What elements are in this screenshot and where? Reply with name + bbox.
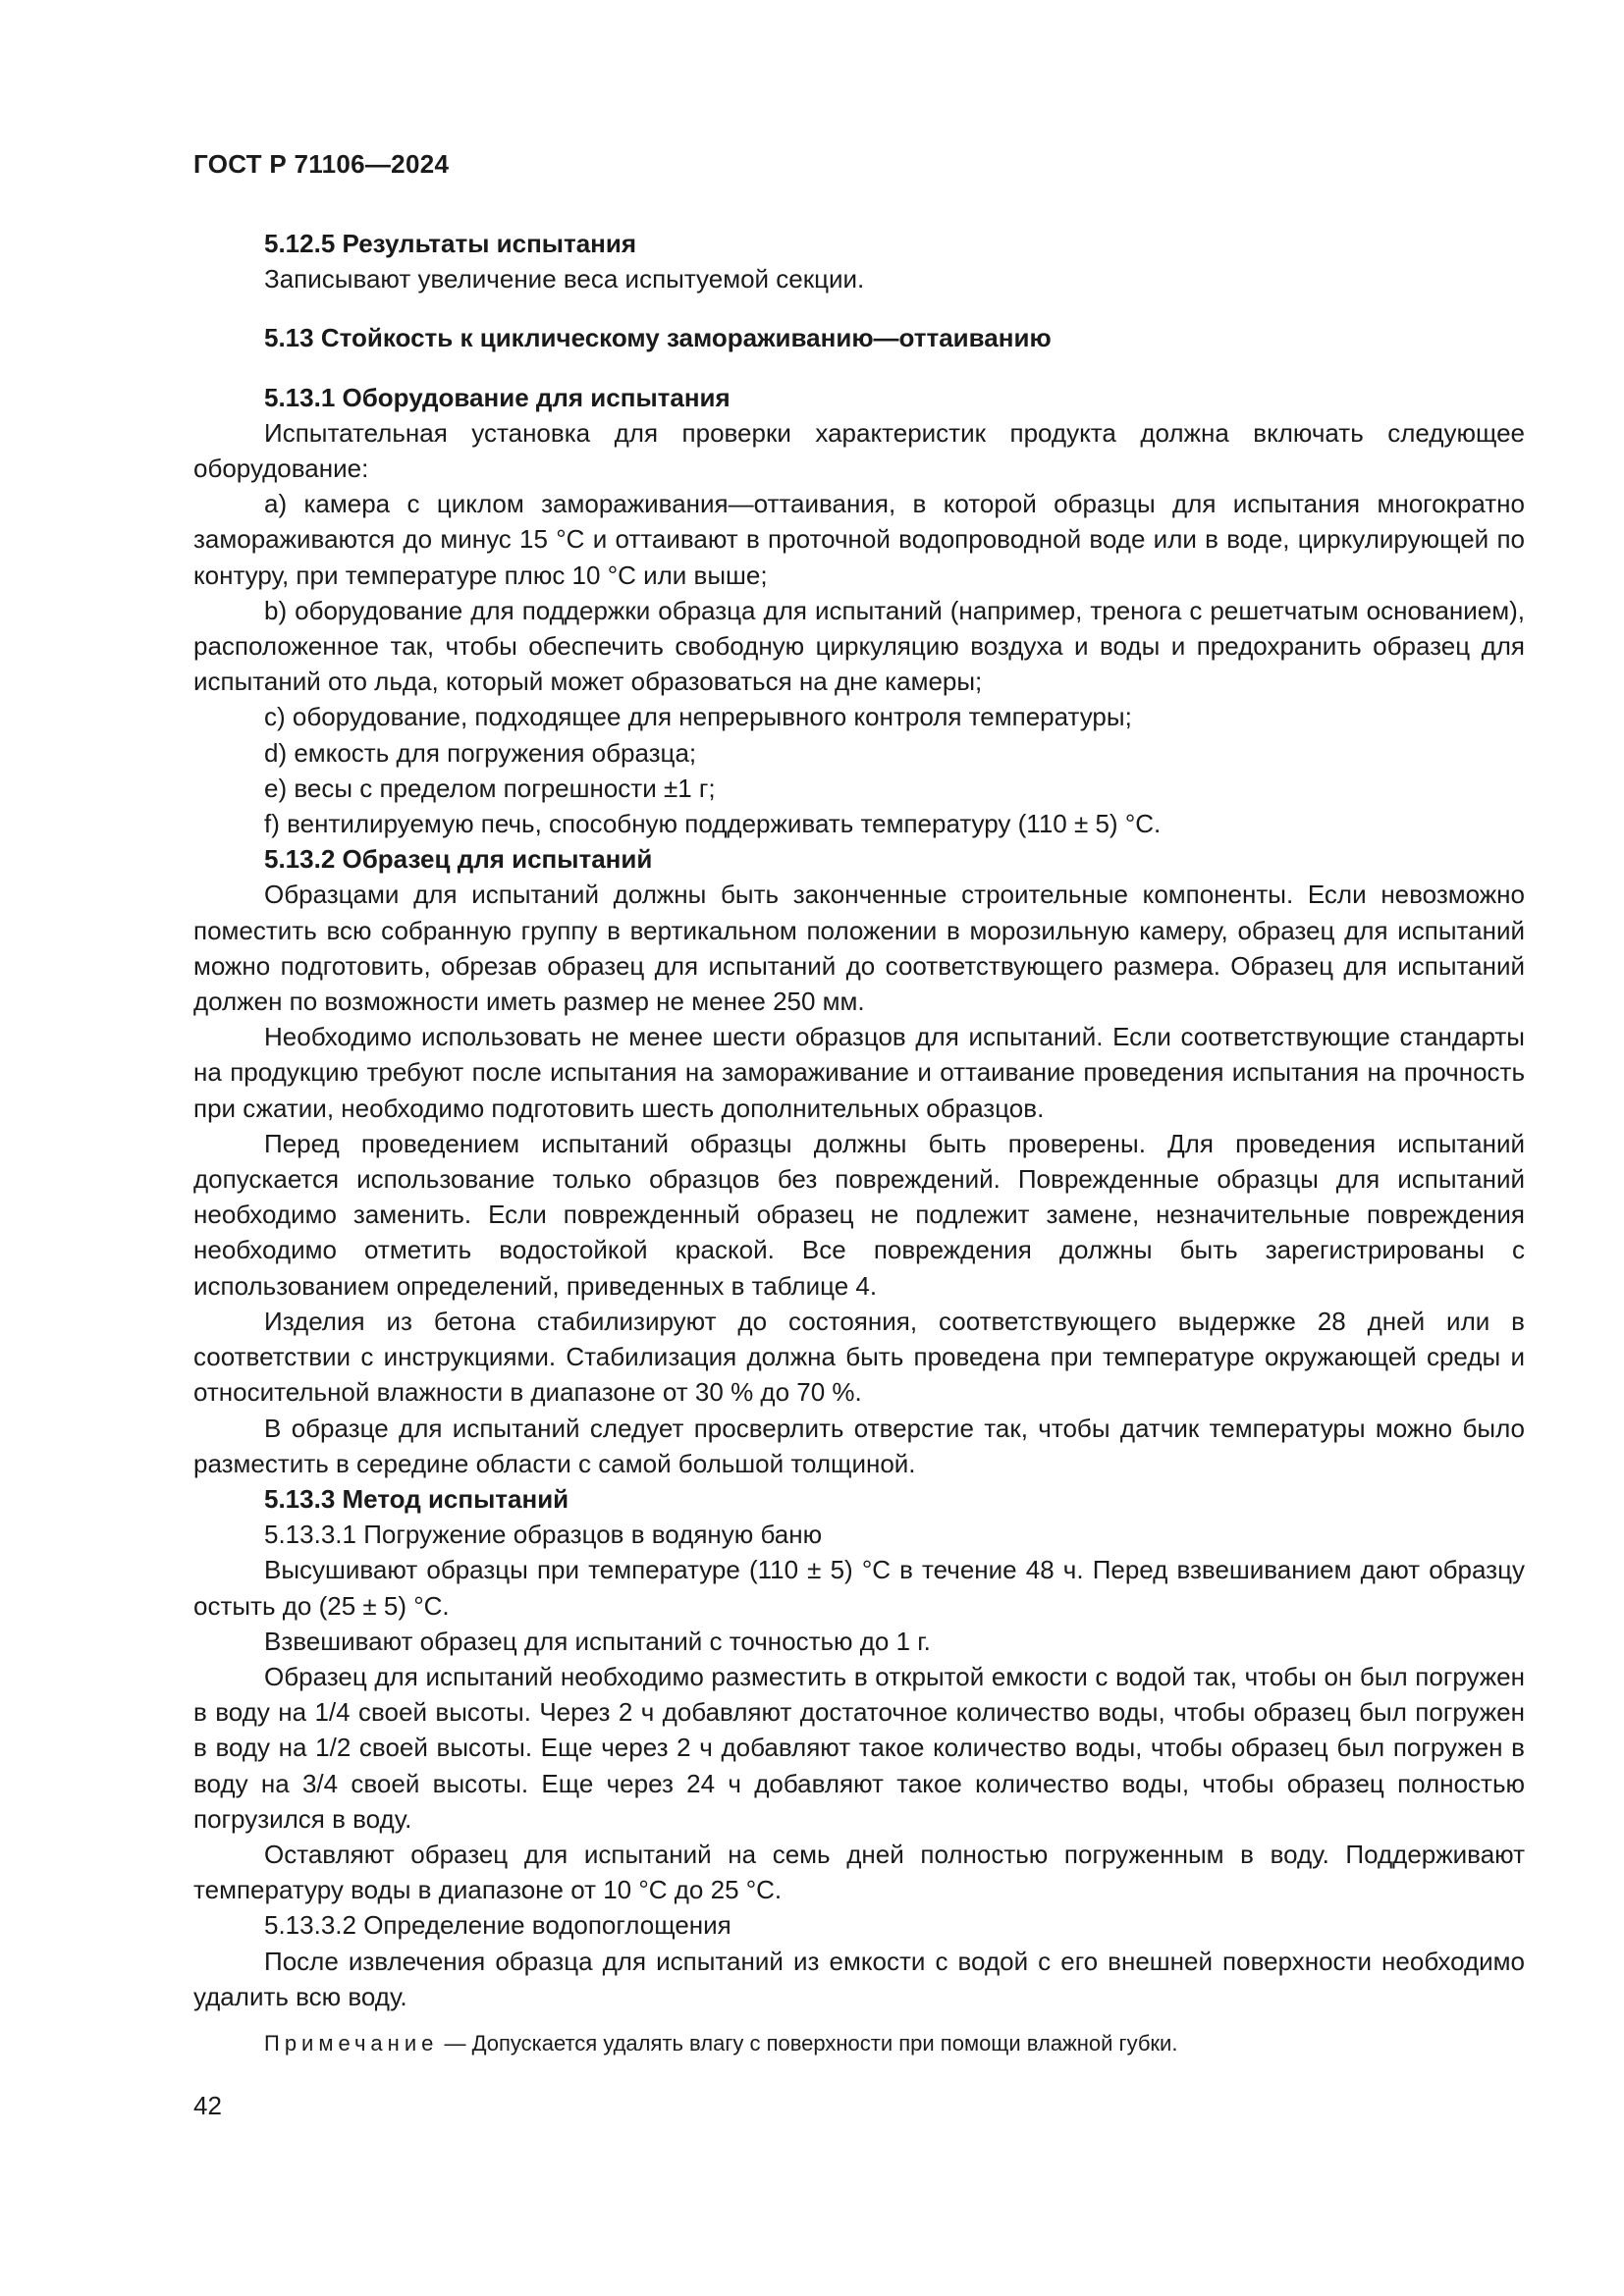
section-5-12-5-heading: 5.12.5 Результаты испытания [264, 229, 637, 258]
section-5-13-3-2-heading: 5.13.3.2 Определение водопоглощения [264, 1910, 731, 1941]
equipment-item-b: b) оборудование для поддержки образца для испытаний (например, тренога с решетчатым основанием), расположенное так, чтобы обеспечить свободную циркуляцию воздуха и воды и предохранить образец для испытаний ото льда, который может образоваться на дне камеры; [193, 595, 1525, 697]
section-5-13-2-heading: 5.13.2 Образец для испытаний [264, 844, 653, 875]
section-5-13-3-heading: 5.13.3 Метод испытаний [264, 1483, 569, 1514]
method-paragraph: Оставляют образец для испытаний на семь дней полностью погруженным в воду. Поддерживают температуру воды в диапазоне от 10 °С до 25 °С. [193, 1839, 1525, 1905]
page-number: 42 [193, 2091, 222, 2120]
document-id-header: ГОСТ Р 71106—2024 [193, 149, 450, 179]
equipment-item-a: a) камера с циклом замораживания—оттаивания, в которой образцы для испытания многократно замораживаются до минус 15 °С и оттаивают в проточной водопроводной воде или в воде, циркулирующей по контуру, при температуре плюс 10 °С или выше; [193, 489, 1525, 590]
method-paragraph: Взвешивают образец для испытаний с точностью до 1 г. [264, 1626, 931, 1656]
equipment-item-d: d) емкость для погружения образца; [264, 737, 697, 768]
method-paragraph: Образец для испытаний необходимо разместить в открытой емкости с водой так, чтобы он был погружен в воду на 1/4 своей высоты. Через 2 ч добавляют достаточное количество воды, чтобы образец был погружен в воду на 1/2 своей высоты. Еще через 2 ч добавляют такое количество воды, чтобы образец был погружен в воду на 3/4 своей высоты. Еще через 24 ч добавляют такое количество воды, чтобы образец полностью погрузился в воду. [193, 1661, 1525, 1834]
specimen-paragraph: В образце для испытаний следует просверлить отверстие так, чтобы датчик температуры можно было разместить в середине области с самой большой толщиной. [193, 1413, 1525, 1478]
note [193, 2028, 1525, 2059]
section-5-13-3-1-heading: 5.13.3.1 Погружение образцов в водяную баню [264, 1520, 823, 1550]
equipment-item-c: c) оборудование, подходящее для непрерывного контроля температуры; [264, 702, 1132, 732]
section-5-13-heading: 5.13 Стойкость к циклическому замораживанию—оттаиванию [264, 323, 1052, 353]
section-5-13-3-2-text: После извлечения образца для испытаний из емкости с водой с его внешней поверхности необходимо удалить всю воду. [193, 1946, 1525, 2011]
specimen-paragraph: Изделия из бетона стабилизируют до состояния, соответствующего выдержке 28 дней или в соответствии с инструкциями. Стабилизация должна быть проведена при температуре окружающей среды и относительной влажности в диапазоне от 30 % до 70 %. [193, 1306, 1525, 1408]
section-5-13-1-intro: Испытательная установка для проверки характеристик продукта должна включать следующее оборудование: [193, 417, 1525, 484]
method-paragraph: Высушивают образцы при температуре (110 ± 5) °С в течение 48 ч. Перед взвешиванием дают образцу остыть до (25 ± 5) °С. [193, 1555, 1525, 1621]
specimen-paragraph: Необходимо использовать не менее шести образцов для испытаний. Если соответствующие стандарты на продукцию требуют после испытания на замораживание и оттаивание проведения испытания на прочность при сжатии, необходимо подготовить шесть дополнительных образцов. [193, 1022, 1525, 1123]
note-text: — Допускается удалять влагу с поверхности при помощи влажной губки. [438, 2030, 1178, 2056]
specimen-paragraph: Образцами для испытаний должны быть законченные строительные компоненты. Если невозможно поместить всю собранную группу в вертикальном положении в морозильную камеру, образец для испытаний можно подготовить, обрезав образец для испытаний до соответствующего размера. Образец для испытаний должен по возможности иметь размер не менее 250 мм. [193, 880, 1525, 1017]
section-5-13-1-heading: 5.13.1 Оборудование для испытания [264, 382, 731, 412]
note-label: Примечание [264, 2030, 439, 2056]
equipment-item-e: e) весы с пределом погрешности ±1 г; [264, 773, 716, 803]
equipment-item-f: f) вентилируемую печь, способную поддерживать температуру (110 ± 5) °С. [264, 809, 1162, 839]
section-5-12-5-text: Записывают увеличение веса испытуемой секции. [264, 264, 865, 294]
document-body [193, 226, 1525, 2059]
specimen-paragraph: Перед проведением испытаний образцы должны быть проверены. Для проведения испытаний допускается использование только образцов без повреждений. Поврежденные образцы для испытаний необходимо заменить. Если поврежденный образец не подлежит замене, незначительные повреждения необходимо отметить водостойкой краской. Все повреждения должны быть зарегистрированы с использованием определений, приведенных в таблице 4. [193, 1128, 1525, 1301]
